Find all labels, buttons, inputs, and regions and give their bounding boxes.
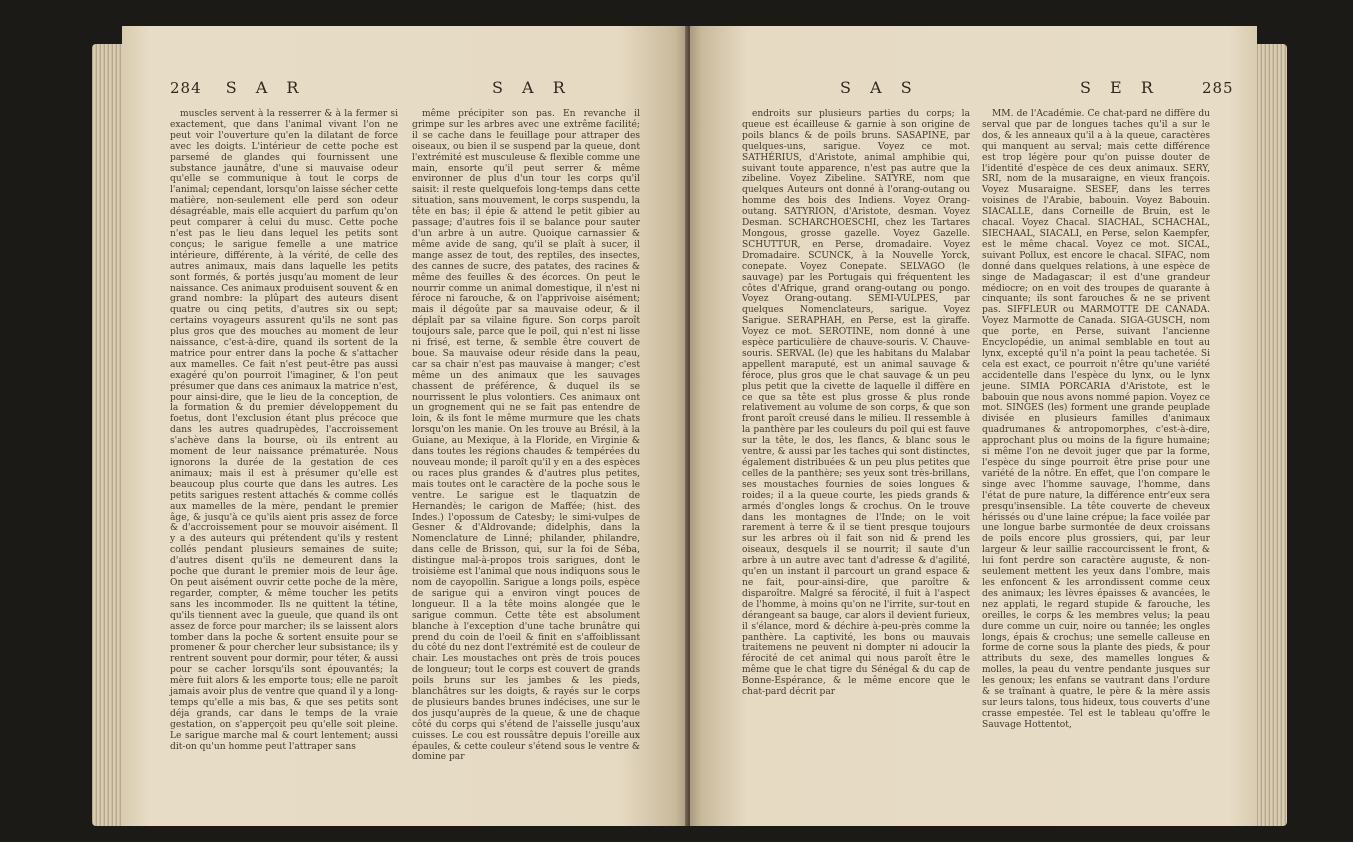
left-column-1-text: muscles servent à la resserrer & à la fermer si exactement, que dans l'animal vivant l'on ne peut voir l'ouverture qu'en la dilatant de force avec les doigts. L'intérieur de cette poche est parsemé de glandes qui fournissent une substance jaunâtre, d'une si mauvaise odeur qu'elle se communique à tout le corps de l'animal; cependant, lorsqu'on laisse sécher cette matière, non-seulement elle perd son odeur désagréable, mais elle acquiert du parfum qu'on peut comparer à celui du musc. Cette poche n'est pas le lieu dans lequel les petits sont conçus; le sarigue femelle a une matrice intérieure, différente, à la vérité, de celle des autres animaux, mais dans laquelle les petits sont formés, & portés jusqu'au moment de leur naissance. Ces animaux produisent souvent & en grand nombre: la plûpart des auteurs disent quatre ou cinq petits, d'autres six ou sept; certains voyageurs assurent qu'ils ne sont pas plus gros que des mouches au moment de leur naissance, c'est-à-dire, quand ils sortent de la matrice pour entrer dans la poche & s'attacher aux mamelles. Ce fait n'est peut-être pas aussi exagéré qu'on pourroit l'imaginer, & l'on peut présumer que dans ces animaux la matrice n'est, pour ainsi-dire, que le lieu de la conception, de la formation & du premier développement du foetus, dont l'exclusion étant plus précoce que dans les autres quadrupèdes, l'accroissement s'achève dans la bourse, où ils entrent au moment de leur naissance prématurée. Nous ignorons la durée de la gestation de ces animaux; mais il est à présumer qu'elle est beaucoup plus courte que dans les autres. Les petits sarigues restent attachés & comme collés aux mamelles de la mère, pendant le premier âge, & jusqu'à ce qu'ils aient pris assez de force & d'accroissement pour se mouvoir aisément. Il y a des auteurs qui prétendent qu'ils y restent collés pendant plusieurs semaines de suite; d'autres disent qu'ils ne demeurent dans la poche que durant le premier mois de leur âge. On peut aisément ouvrir cette poche de la mère, regarder, compter, & même toucher les petits sans les incommoder. Ils ne quittent la tétine, qu'ils tiennent avec la gueule, que quand ils ont assez de force pour marcher; ils se laissent alors tomber dans la poche & sortent ensuite pour se promener & pour chercher leur subsistance; ils y rentrent souvent pour dormir, pour téter, & aussi pour se cacher lorsqu'ils sont épouvantés; la mère fuit alors & les emporte tous; elle ne paroît jamais avoir plus de ventre que quand il y a long-temps qu'elle a mis bas, & que ses petits sont déja grands, car dans le temps de la vraie gestation, on s'apperçoit peu qu'elle soit pleine. Le sarigue marche mal & court lentement; aussi dit-on qu'un homme peut l'attraper sans: [170, 109, 398, 752]
left-page-header-left: [170, 78, 305, 102]
right-page: [690, 26, 1257, 826]
right-page-column-1: [742, 109, 970, 698]
right-page-number: 285: [1201, 79, 1234, 97]
right-page-header-right: [1080, 78, 1234, 102]
left-page-column-1: [170, 109, 398, 752]
open-book: [92, 26, 1287, 826]
left-column-2-text: même précipiter son pas. En revanche il grimpe sur les arbres avec une extrême facilité; il se cache dans le feuillage pour attraper des oiseaux, ou bien il se suspend par la queue, dont l'extrémité est musculeuse & flexible comme une main, ensorte qu'il peut serrer & même environner de plus d'un tour les corps qu'il saisit: il reste quelquefois long-temps dans cette situation, sans mouvement, le corps suspendu, la tête en bas; il épie & attend le petit gibier au passage; d'autres fois il se balance pour sauter d'un arbre à un autre. Quoique carnassier & même avide de sang, qu'il se plaît à sucer, il mange assez de tout, des reptiles, des insectes, des cannes de sucre, des patates, des racines & même des feuilles & des écorces. On peut le nourrir comme un animal domestique, il n'est ni féroce ni farouche, & on l'apprivoise aisément; mais il dégoûte par sa mauvaise odeur, & il déplaît par sa vilaine figure. Son corps paroît toujours sale, parce que le poil, qui n'est ni lisse ni frisé, est terne, & semble être couvert de boue. Sa mauvaise odeur réside dans la peau, car sa chair n'est pas mauvaise à manger; c'est même un des animaux que les sauvages chassent de préférence, & duquel ils se nourrissent le plus volontiers. Ces animaux ont un grognement qui ne se fait pas entendre de loin, & ils font le même murmure que les chats lorsqu'on les manie. On les trouve au Brésil, à la Guiane, au Mexique, à la Floride, en Virginie & dans toutes les régions chaudes & tempérées du nouveau monde; il paroît qu'il y en a des espèces ou races plus grandes & d'autres plus petites, mais toutes ont le caractère de la poche sous le ventre. Le sarigue est le tlaquatzin de Hernandès; le carigon de Maffée; (hist. des Indes.) l'opossum de Catesby; le simi-vulpes de Gesner & d'Aldrovande; didelphis, dans la Nomenclature de Linné; philander, philandre, dans celle de Brisson, qui, sur la foi de Séba, distingue mal-à-propos trois sarigues, dont le troisième est l'animal que nous indiquons sous le nom de cayopollin. Sarigue a longs poils, espèce de sarigue qui a environ vingt pouces de longueur. Il a la tête moins alongée que le sarigue commun. Cette tête est absolument blanche à l'exception d'une tache brunâtre qui prend du coin de l'oeil & finit en s'affoiblissant du côté du nez dont l'extrémité est de couleur de chair. Les moustaches ont près de trois pouces de longueur; tout le corps est couvert de grands poils bruns sur les jambes & les pieds, blanchâtres sur les doigts, & rayés sur le corps de plusieurs bandes brunes indécises, une sur le dos jusqu'auprès de la queue, & une de chaque côté du corps qui s'étend de l'aisselle jusqu'aux cuisses. Le cou est roussâtre depuis l'oreille aux épaules, & cette couleur s'étend sous le ventre & domine par: [412, 109, 640, 763]
left-running-head-1: S A R: [225, 78, 306, 97]
right-column-2-text: MM. de l'Académie. Ce chat-pard ne diffère du serval que par de longues taches qu'il a sur le dos, & les anneaux qu'il a à la queue, caractères qui manquent au serval; mais cette différence est trop légère pour qu'on puisse douter de l'identité d'espèce de ces deux animaux. SERY, SRI, nom de la musaraigne, en vieux françois. Voyez Musaraigne. SESEF, dans les terres voisines de l'Arabie, babouin. Voyez Babouin. SIACALLE, dans Corneille de Bruin, est le chacal. Voyez Chacal. SIACHAL, SCHACHAL, SIECHAAL, SIACALI, en Perse, selon Kaempfer, est le même chacal. Voyez ce mot. SICAL, suivant Pollux, est encore le chacal. SIFAC, nom donné dans quelques relations, à une espèce de singe de Madagascar; il est d'une grandeur médiocre; on en voit des troupes de quarante à cinquante; ils sont farouches & ne se privent pas. SIFFLEUR ou MARMOTTE DE CANADA. Voyez Marmotte de Canada. SIGA-GUSCH, nom que porte, en Perse, suivant l'ancienne Encyclopédie, un animal semblable en tout au lynx, excepté qu'il n'a point la peau tachetée. Si cela est exact, ce pourroit n'être qu'une variété accidentelle dans l'espèce du lynx, ou le lynx jeune. SIMIA PORCARIA d'Aristote, est le babouin que nous avons nommé papion. Voyez ce mot. SINGES (les) forment une grande peuplade divisée en plusieurs familles d'animaux quadrumanes & antropomorphes, c'est-à-dire, approchant plus ou moins de la figure humaine; si même l'on ne devoit juger que par la forme, l'espèce du singe pourroit être prise pour une variété de la nôtre. En effet, que l'on compare le singe avec l'homme sauvage, l'homme, dans l'état de pure nature, la différence entr'eux sera presqu'insensible. La tête couverte de cheveux hérissés ou d'une laine crépue; la face voilée par une longue barbe surmontée de deux croissans de poils encore plus grossiers, qui, par leur largeur & leur saillie raccourcissent le front, & lui font perdre son caractère auguste, & non-seulement mettent les yeux dans l'ombre, mais les enfoncent & les arrondissent comme ceux des animaux; les lèvres épaisses & avancées, le nez applati, le regard stupide & farouche, les oreilles, le corps & les membres velus; la peau dure comme un cuir, noire ou tannée; les ongles longs, épais & crochus; une semelle calleuse en forme de corne sous la plante des pieds, & pour attributs du sexe, des mamelles longues & molles, la peau du ventre pendante jusques sur les genoux; les enfans se vautrant dans l'ordure & se traînant à quatre, le père & la mère assis sur leurs talons, tous hideux, tous couverts d'une crasse empestée. Tel est le tableau qu'offre le Sauvage Hottentot,: [982, 109, 1211, 730]
right-running-head-1: S A S: [840, 78, 919, 97]
right-page-column-2: [982, 109, 1210, 731]
right-running-head-2: S E R: [1080, 78, 1160, 97]
left-running-head-2: S A R: [492, 78, 572, 97]
right-column-1-text: endroits sur plusieurs parties du corps; la queue est écailleuse & garnie à son origine de poils blancs & de poils bruns. SASAPINE, par quelques-uns, sarigue. Voyez ce mot. SATHÉRIUS, d'Aristote, animal amphibie qui, suivant toute apparence, n'est pas autre que la zibeline. Voyez Zibeline. SATYRE, nom que quelques Auteurs ont donné à l'orang-outang ou homme des bois des Indiens. Voyez Orang-outang. SATYRION, d'Aristote, desman. Voyez Desman. SCHARCHOESCHI, chez les Tartares Mongous, grosse gazelle. Voyez Gazelle. SCHUTTUR, en Perse, dromadaire. Voyez Dromadaire. SCUNCK, à la Nouvelle Yorck, conepate. Voyez Conepate. SELVAGO (le sauvage) par les Portugais qui fréquentent les côtes d'Afrique, grand orang-outang ou pongo. Voyez Orang-outang. SEMI-VULPES, par quelques Nomenclateurs, sarigue. Voyez Sarigue. SERAPHAH, en Perse, est la giraffe. Voyez ce mot. SEROTINE, nom donné à une espèce particulière de chauve-souris. V. Chauve-souris. SERVAL (le) que les habitans du Malabar appellent maraputé, est un animal sauvage & féroce, plus gros que le chat sauvage & un peu plus petit que la civette de laquelle il diffère en ce que sa tête est plus grosse & plus ronde relativement au volume de son corps, & que son front paroît creusé dans le milieu. Il ressemble à la panthère par les couleurs du poil qui est fauve sur la tête, le dos, les flancs, & blanc sous le ventre, & aussi par les taches qui sont distinctes, également distribuées & un peu plus petites que celles de la panthère; ses yeux sont très-brillans, ses moustaches fournies de soies longues & roides; il a la queue courte, les pieds grands & armés d'ongles longs & crochus. On le trouve dans les montagnes de l'Inde; on le voit rarement à terre & il se tient presque toujours sur les arbres où il fait son nid & prend les oiseaux, desquels il se nourrit; il saute d'un arbre à un autre avec tant d'adresse & d'agilité, qu'en un instant il parcourt un grand espace & ne fait, pour-ainsi-dire, que paroître & disparoître. Malgré sa férocité, il fuit à l'aspect de l'homme, à moins qu'on ne l'irrite, sur-tout en dérangeant sa bauge, car alors il devient furieux, il s'élance, mord & déchire à-peu-près comme la panthère. La captivité, les bons ou mauvais traitemens ne peuvent ni dompter ni adoucir la férocité de cet animal qui nous paroît être le même que le chat tigre du Sénégal & du cap de Bonne-Espérance, & le même encore que le chat-pard décrit par: [742, 109, 970, 698]
left-page: [122, 26, 687, 826]
left-page-column-2: [412, 109, 640, 763]
left-page-number: 284: [170, 79, 202, 97]
